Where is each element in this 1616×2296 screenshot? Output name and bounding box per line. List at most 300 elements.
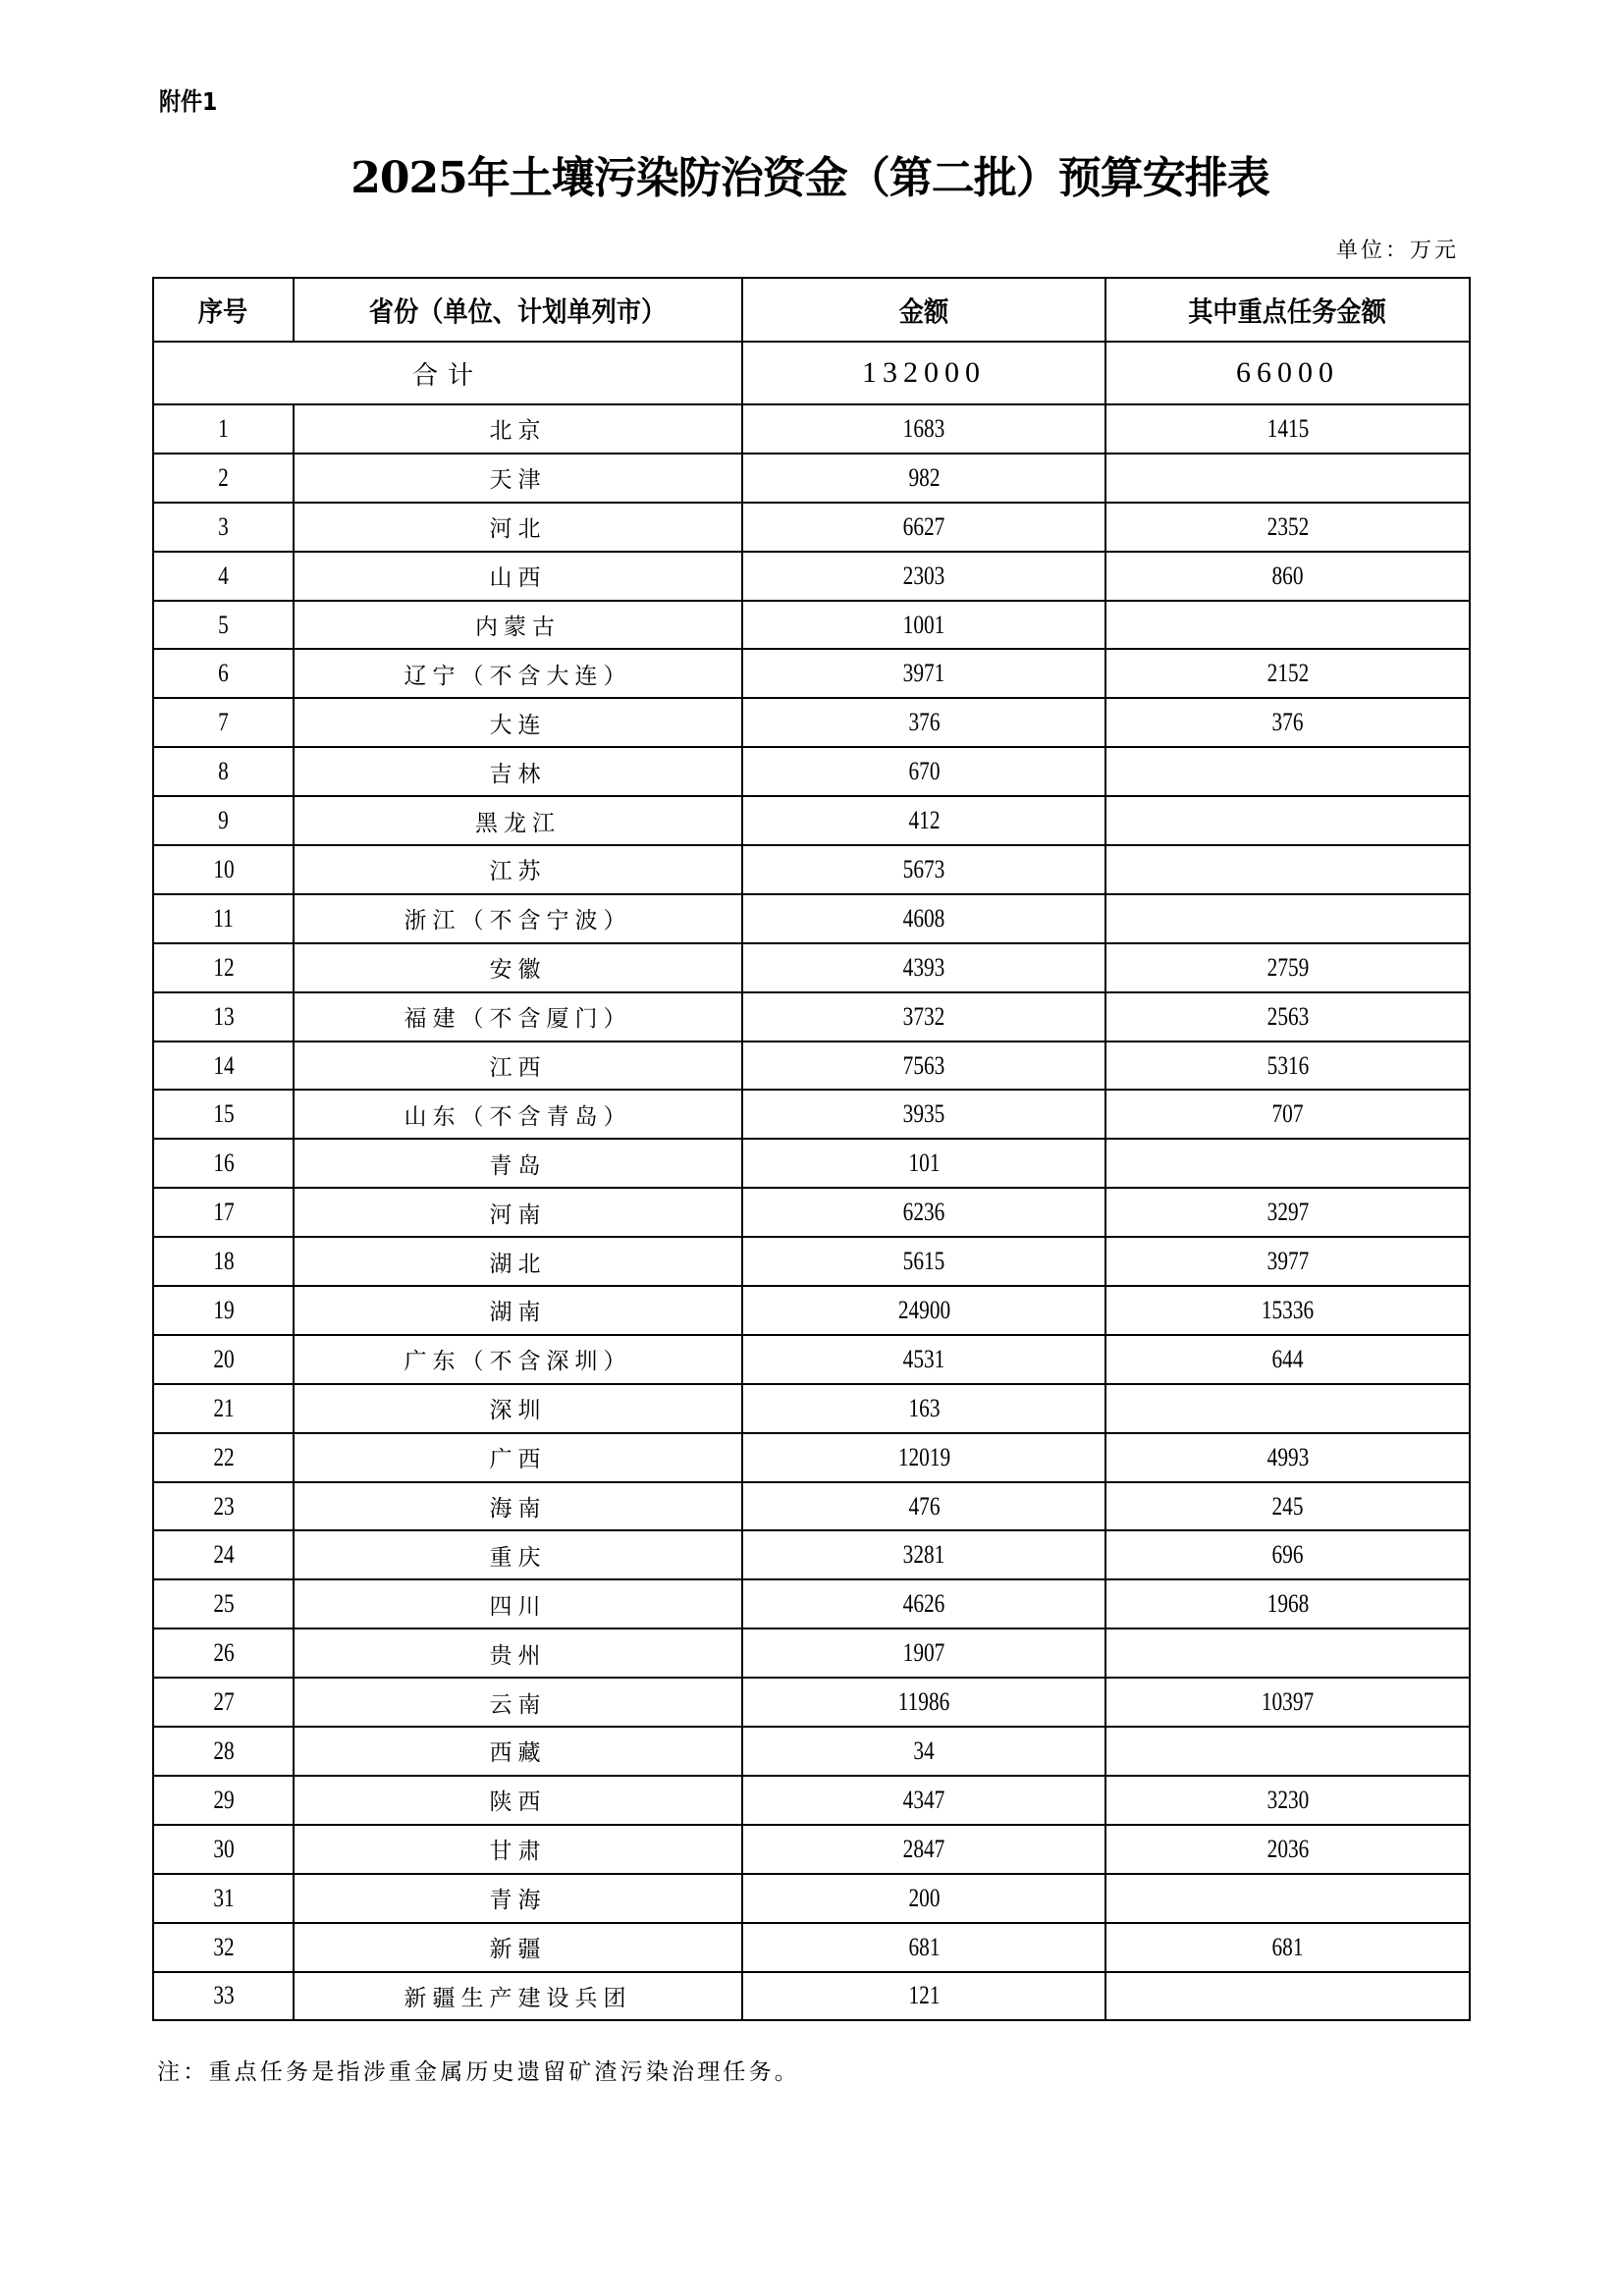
row-index bbox=[153, 992, 294, 1041]
row-province bbox=[294, 404, 742, 454]
row-amount-value: 3732 bbox=[902, 1001, 945, 1031]
table-row bbox=[153, 1923, 1470, 1972]
row-amount-value: 4531 bbox=[902, 1344, 945, 1373]
row-index bbox=[153, 552, 294, 601]
row-province-value: 海南 bbox=[489, 1496, 547, 1522]
row-amount-value: 4626 bbox=[902, 1589, 945, 1619]
row-amount bbox=[742, 601, 1105, 650]
row-index-value: 6 bbox=[218, 659, 229, 688]
row-province bbox=[294, 796, 742, 845]
row-index-value: 23 bbox=[212, 1491, 235, 1521]
row-key-task-amount-value: 4993 bbox=[1266, 1442, 1309, 1471]
row-province bbox=[294, 1629, 742, 1678]
row-index bbox=[153, 1776, 294, 1825]
row-index bbox=[153, 1482, 294, 1531]
row-index bbox=[153, 796, 294, 845]
row-key-task-amount-value: 245 bbox=[1271, 1491, 1304, 1521]
row-index-value: 24 bbox=[212, 1540, 235, 1570]
row-amount bbox=[742, 1433, 1105, 1482]
row-province bbox=[294, 1874, 742, 1923]
row-key-task-amount bbox=[1105, 649, 1470, 698]
row-amount bbox=[742, 454, 1105, 503]
row-province bbox=[294, 1825, 742, 1874]
row-province bbox=[294, 1923, 742, 1972]
row-key-task-amount-value: 1415 bbox=[1266, 413, 1309, 443]
row-amount bbox=[742, 796, 1105, 845]
row-key-task-amount bbox=[1105, 894, 1470, 943]
row-province-value: 山西 bbox=[489, 565, 547, 592]
row-key-task-amount-value: 2036 bbox=[1266, 1834, 1309, 1863]
row-index-value: 31 bbox=[212, 1883, 235, 1912]
row-province bbox=[294, 454, 742, 503]
row-province bbox=[294, 1972, 742, 2021]
row-index-value: 18 bbox=[212, 1247, 235, 1276]
row-amount-value: 2303 bbox=[902, 561, 945, 590]
row-index bbox=[153, 1629, 294, 1678]
row-amount-value: 3971 bbox=[902, 659, 945, 688]
row-index bbox=[153, 404, 294, 454]
row-index bbox=[153, 1825, 294, 1874]
table-row bbox=[153, 454, 1470, 503]
row-key-task-amount-value: 707 bbox=[1271, 1099, 1304, 1129]
row-key-task-amount-value: 681 bbox=[1271, 1932, 1304, 1961]
table-row bbox=[153, 1776, 1470, 1825]
row-amount bbox=[742, 1727, 1105, 1776]
row-index bbox=[153, 1041, 294, 1091]
row-amount bbox=[742, 1874, 1105, 1923]
row-index-value: 1 bbox=[218, 413, 229, 443]
row-amount bbox=[742, 1237, 1105, 1286]
row-amount bbox=[742, 1530, 1105, 1579]
row-key-task-amount-value: 2563 bbox=[1266, 1001, 1309, 1031]
row-province bbox=[294, 845, 742, 894]
row-index-value: 33 bbox=[212, 1981, 235, 2010]
total-key-task-amount: 66000 bbox=[1105, 342, 1470, 404]
row-province bbox=[294, 1579, 742, 1629]
row-amount bbox=[742, 649, 1105, 698]
table-row bbox=[153, 845, 1470, 894]
row-amount-value: 3281 bbox=[902, 1540, 945, 1570]
row-amount-value: 476 bbox=[908, 1491, 940, 1521]
row-amount bbox=[742, 1923, 1105, 1972]
row-province-value: 新疆 bbox=[489, 1937, 547, 1963]
row-key-task-amount bbox=[1105, 1825, 1470, 1874]
row-index-value: 22 bbox=[212, 1442, 235, 1471]
row-province bbox=[294, 1482, 742, 1531]
row-province bbox=[294, 992, 742, 1041]
row-key-task-amount-value: 2152 bbox=[1266, 659, 1309, 688]
row-index-value: 8 bbox=[218, 757, 229, 786]
row-province-value: 湖北 bbox=[489, 1251, 547, 1277]
row-key-task-amount bbox=[1105, 796, 1470, 845]
row-index-value: 16 bbox=[212, 1148, 235, 1178]
header-province-label: 省份（单位、计划单列市） bbox=[369, 294, 667, 328]
row-key-task-amount bbox=[1105, 454, 1470, 503]
row-index bbox=[153, 1579, 294, 1629]
row-province bbox=[294, 1041, 742, 1091]
row-amount-value: 1683 bbox=[902, 413, 945, 443]
row-amount-value: 412 bbox=[908, 806, 940, 835]
row-province-value: 青岛 bbox=[489, 1152, 547, 1179]
row-key-task-amount bbox=[1105, 503, 1470, 552]
row-amount-value: 5615 bbox=[902, 1247, 945, 1276]
row-amount-value: 2847 bbox=[902, 1834, 945, 1863]
row-province bbox=[294, 1139, 742, 1188]
row-province bbox=[294, 1286, 742, 1335]
row-amount-value: 12019 bbox=[897, 1442, 950, 1471]
row-index bbox=[153, 1384, 294, 1433]
row-key-task-amount bbox=[1105, 404, 1470, 454]
table-row bbox=[153, 1041, 1470, 1091]
row-province bbox=[294, 1678, 742, 1727]
total-row bbox=[153, 342, 1470, 404]
row-amount bbox=[742, 698, 1105, 747]
row-amount-value: 681 bbox=[908, 1932, 940, 1961]
row-amount bbox=[742, 404, 1105, 454]
row-index bbox=[153, 1727, 294, 1776]
row-index-value: 11 bbox=[213, 903, 234, 933]
row-key-task-amount bbox=[1105, 1629, 1470, 1678]
row-amount bbox=[742, 503, 1105, 552]
row-amount-value: 4608 bbox=[902, 903, 945, 933]
row-index-value: 15 bbox=[212, 1099, 235, 1129]
row-key-task-amount-value: 644 bbox=[1271, 1344, 1304, 1373]
row-province bbox=[294, 747, 742, 796]
row-index-value: 7 bbox=[218, 708, 229, 737]
row-index bbox=[153, 1433, 294, 1482]
row-amount bbox=[742, 1579, 1105, 1629]
table-row bbox=[153, 1335, 1470, 1384]
table-row bbox=[153, 552, 1470, 601]
row-amount-value: 4347 bbox=[902, 1785, 945, 1814]
attachment-label: 附件1 bbox=[159, 87, 218, 116]
row-key-task-amount-value: 376 bbox=[1271, 708, 1304, 737]
row-amount-value: 5673 bbox=[902, 854, 945, 883]
row-amount-value: 163 bbox=[908, 1393, 940, 1422]
row-province bbox=[294, 1776, 742, 1825]
row-province-value: 天津 bbox=[489, 467, 547, 494]
row-amount bbox=[742, 1384, 1105, 1433]
row-province-value: 河南 bbox=[489, 1201, 547, 1228]
budget-table bbox=[152, 277, 1471, 2021]
row-amount bbox=[742, 1629, 1105, 1678]
row-amount bbox=[742, 1678, 1105, 1727]
row-province bbox=[294, 943, 742, 992]
row-key-task-amount bbox=[1105, 1923, 1470, 1972]
table-row bbox=[153, 649, 1470, 698]
table-row bbox=[153, 1874, 1470, 1923]
row-province-value: 四川 bbox=[489, 1593, 547, 1620]
row-amount-value: 982 bbox=[908, 462, 940, 492]
row-province-value: 大连 bbox=[489, 712, 547, 738]
row-province bbox=[294, 894, 742, 943]
table-row bbox=[153, 796, 1470, 845]
row-province-value: 黑龙江 bbox=[475, 810, 561, 836]
row-index bbox=[153, 894, 294, 943]
row-amount-value: 6236 bbox=[902, 1198, 945, 1227]
row-province bbox=[294, 1188, 742, 1237]
table-row bbox=[153, 1139, 1470, 1188]
row-amount-value: 670 bbox=[908, 757, 940, 786]
header-amount-label: 金额 bbox=[898, 294, 949, 328]
row-key-task-amount bbox=[1105, 1433, 1470, 1482]
row-amount bbox=[742, 992, 1105, 1041]
table-row bbox=[153, 601, 1470, 650]
table-row bbox=[153, 894, 1470, 943]
row-province-value: 浙江（不含宁波） bbox=[404, 908, 632, 934]
row-province-value: 新疆生产建设兵团 bbox=[404, 1985, 632, 2011]
row-key-task-amount-value: 860 bbox=[1271, 561, 1304, 590]
row-amount bbox=[742, 943, 1105, 992]
row-province bbox=[294, 1237, 742, 1286]
row-key-task-amount-value: 3977 bbox=[1266, 1247, 1309, 1276]
row-index-value: 4 bbox=[218, 561, 229, 590]
row-index bbox=[153, 454, 294, 503]
row-province-value: 辽宁（不含大连） bbox=[404, 663, 632, 689]
row-index bbox=[153, 943, 294, 992]
row-index-value: 5 bbox=[218, 610, 229, 639]
row-index-value: 3 bbox=[218, 511, 229, 541]
table-row bbox=[153, 992, 1470, 1041]
row-index-value: 13 bbox=[212, 1001, 235, 1031]
row-key-task-amount bbox=[1105, 1237, 1470, 1286]
row-index-value: 32 bbox=[212, 1932, 235, 1961]
total-amount: 132000 bbox=[742, 342, 1105, 404]
row-amount-value: 11986 bbox=[897, 1687, 950, 1717]
row-amount bbox=[742, 1041, 1105, 1091]
row-key-task-amount bbox=[1105, 992, 1470, 1041]
table-row bbox=[153, 698, 1470, 747]
row-province-value: 山东（不含青岛） bbox=[404, 1103, 632, 1130]
row-amount-value: 6627 bbox=[902, 511, 945, 541]
row-index-value: 20 bbox=[212, 1344, 235, 1373]
table-row bbox=[153, 1188, 1470, 1237]
row-index-value: 28 bbox=[212, 1735, 235, 1765]
table-row bbox=[153, 1972, 1470, 2021]
row-key-task-amount-value: 15336 bbox=[1261, 1295, 1315, 1324]
row-index bbox=[153, 601, 294, 650]
row-province-value: 广西 bbox=[489, 1447, 547, 1473]
row-amount-value: 121 bbox=[908, 1981, 940, 2010]
row-province bbox=[294, 503, 742, 552]
row-key-task-amount bbox=[1105, 943, 1470, 992]
row-index bbox=[153, 503, 294, 552]
footnote: 注：重点任务是指涉重金属历史遗留矿渣污染治理任务。 bbox=[157, 2059, 800, 2085]
row-index bbox=[153, 1972, 294, 2021]
row-province bbox=[294, 698, 742, 747]
row-province-value: 深圳 bbox=[489, 1398, 547, 1424]
table-row bbox=[153, 1286, 1470, 1335]
header-key-task-amount bbox=[1105, 278, 1470, 342]
row-key-task-amount bbox=[1105, 1727, 1470, 1776]
row-index bbox=[153, 1923, 294, 1972]
row-amount bbox=[742, 1482, 1105, 1531]
row-amount bbox=[742, 552, 1105, 601]
row-amount-value: 101 bbox=[908, 1148, 940, 1178]
row-index-value: 27 bbox=[212, 1687, 235, 1717]
row-key-task-amount bbox=[1105, 698, 1470, 747]
row-amount-value: 1907 bbox=[902, 1638, 945, 1668]
row-amount bbox=[742, 1188, 1105, 1237]
row-amount bbox=[742, 1335, 1105, 1384]
row-index bbox=[153, 1335, 294, 1384]
row-province-value: 安徽 bbox=[489, 957, 547, 984]
row-key-task-amount bbox=[1105, 1188, 1470, 1237]
table-row bbox=[153, 1727, 1470, 1776]
row-key-task-amount bbox=[1105, 1286, 1470, 1335]
row-index-value: 21 bbox=[212, 1393, 235, 1422]
row-index-value: 19 bbox=[212, 1295, 235, 1324]
row-province-value: 湖南 bbox=[489, 1300, 547, 1326]
row-index bbox=[153, 1188, 294, 1237]
row-amount-value: 34 bbox=[913, 1735, 935, 1765]
table-row bbox=[153, 404, 1470, 454]
row-index-value: 10 bbox=[212, 854, 235, 883]
row-key-task-amount bbox=[1105, 1139, 1470, 1188]
row-amount bbox=[742, 894, 1105, 943]
total-label: 合计 bbox=[153, 342, 742, 404]
table-row bbox=[153, 1579, 1470, 1629]
row-province-value: 吉林 bbox=[489, 761, 547, 787]
row-amount-value: 24900 bbox=[897, 1295, 950, 1324]
table-row bbox=[153, 1482, 1470, 1531]
row-province-value: 江苏 bbox=[489, 859, 547, 885]
table-row bbox=[153, 503, 1470, 552]
row-index bbox=[153, 1286, 294, 1335]
row-index-value: 26 bbox=[212, 1638, 235, 1668]
row-index bbox=[153, 1678, 294, 1727]
row-amount-value: 200 bbox=[908, 1883, 940, 1912]
row-index bbox=[153, 845, 294, 894]
row-amount bbox=[742, 747, 1105, 796]
row-province-value: 贵州 bbox=[489, 1642, 547, 1669]
row-amount-value: 376 bbox=[908, 708, 940, 737]
row-index bbox=[153, 649, 294, 698]
row-province bbox=[294, 1384, 742, 1433]
row-province bbox=[294, 1090, 742, 1139]
row-province-value: 西藏 bbox=[489, 1740, 547, 1767]
row-index bbox=[153, 1139, 294, 1188]
header-province bbox=[294, 278, 742, 342]
row-province bbox=[294, 1433, 742, 1482]
row-index bbox=[153, 747, 294, 796]
row-amount-value: 4393 bbox=[902, 952, 945, 982]
row-key-task-amount bbox=[1105, 747, 1470, 796]
row-province bbox=[294, 601, 742, 650]
row-key-task-amount-value: 1968 bbox=[1266, 1589, 1309, 1619]
row-province-value: 陕西 bbox=[489, 1789, 547, 1816]
header-key-task-amount-label: 其中重点任务金额 bbox=[1188, 294, 1387, 328]
row-province-value: 北京 bbox=[489, 418, 547, 445]
row-index-value: 17 bbox=[212, 1198, 235, 1227]
row-key-task-amount bbox=[1105, 1874, 1470, 1923]
row-index-value: 29 bbox=[212, 1785, 235, 1814]
row-key-task-amount-value: 696 bbox=[1271, 1540, 1304, 1570]
table-row bbox=[153, 747, 1470, 796]
row-index bbox=[153, 1530, 294, 1579]
row-amount bbox=[742, 1090, 1105, 1139]
table-row bbox=[153, 1384, 1470, 1433]
row-key-task-amount-value: 10397 bbox=[1261, 1687, 1315, 1717]
row-index-value: 9 bbox=[218, 806, 229, 835]
row-key-task-amount-value: 5316 bbox=[1266, 1050, 1309, 1080]
row-index bbox=[153, 1874, 294, 1923]
row-province bbox=[294, 649, 742, 698]
table-row bbox=[153, 1629, 1470, 1678]
table-row bbox=[153, 1530, 1470, 1579]
row-key-task-amount bbox=[1105, 1335, 1470, 1384]
row-province-value: 甘肃 bbox=[489, 1839, 547, 1865]
row-province bbox=[294, 552, 742, 601]
row-amount bbox=[742, 1825, 1105, 1874]
row-index bbox=[153, 1090, 294, 1139]
row-key-task-amount bbox=[1105, 1678, 1470, 1727]
row-key-task-amount-value: 3297 bbox=[1266, 1198, 1309, 1227]
row-index bbox=[153, 1237, 294, 1286]
row-index-value: 12 bbox=[212, 952, 235, 982]
table-row bbox=[153, 1090, 1470, 1139]
table-row bbox=[153, 1237, 1470, 1286]
row-key-task-amount-value: 2759 bbox=[1266, 952, 1309, 982]
row-amount bbox=[742, 1972, 1105, 2021]
row-key-task-amount bbox=[1105, 601, 1470, 650]
row-province bbox=[294, 1335, 742, 1384]
row-province-value: 福建（不含厦门） bbox=[404, 1006, 632, 1033]
row-amount-value: 1001 bbox=[902, 610, 945, 639]
row-amount-value: 7563 bbox=[902, 1050, 945, 1080]
row-province-value: 重庆 bbox=[489, 1544, 547, 1571]
row-index-value: 2 bbox=[218, 462, 229, 492]
row-province-value: 青海 bbox=[489, 1888, 547, 1914]
header-index bbox=[153, 278, 294, 342]
row-amount bbox=[742, 1776, 1105, 1825]
row-key-task-amount bbox=[1105, 1090, 1470, 1139]
row-index-value: 14 bbox=[212, 1050, 235, 1080]
header-index-label: 序号 bbox=[198, 294, 248, 328]
row-index-value: 30 bbox=[212, 1834, 235, 1863]
row-province bbox=[294, 1727, 742, 1776]
row-index-value: 25 bbox=[212, 1589, 235, 1619]
row-key-task-amount-value: 3230 bbox=[1266, 1785, 1309, 1814]
row-province bbox=[294, 1530, 742, 1579]
row-key-task-amount bbox=[1105, 552, 1470, 601]
row-province-value: 广东（不含深圳） bbox=[404, 1349, 632, 1375]
row-key-task-amount bbox=[1105, 1530, 1470, 1579]
row-province-value: 江西 bbox=[489, 1055, 547, 1082]
unit-label: 单位：万元 bbox=[1335, 239, 1459, 263]
document-title: 2025年土壤污染防治资金（第二批）预算安排表 bbox=[350, 153, 1269, 203]
row-amount bbox=[742, 845, 1105, 894]
table-row bbox=[153, 1825, 1470, 1874]
header-amount bbox=[742, 278, 1105, 342]
row-province-value: 内蒙古 bbox=[475, 614, 561, 640]
row-amount bbox=[742, 1286, 1105, 1335]
row-index bbox=[153, 698, 294, 747]
row-province-value: 云南 bbox=[489, 1691, 547, 1718]
row-province-value: 河北 bbox=[489, 516, 547, 543]
table-row bbox=[153, 943, 1470, 992]
row-key-task-amount bbox=[1105, 1041, 1470, 1091]
table-row bbox=[153, 1433, 1470, 1482]
row-key-task-amount bbox=[1105, 1972, 1470, 2021]
table-row bbox=[153, 1678, 1470, 1727]
row-key-task-amount bbox=[1105, 1579, 1470, 1629]
row-amount bbox=[742, 1139, 1105, 1188]
row-key-task-amount bbox=[1105, 845, 1470, 894]
table-header-row bbox=[153, 278, 1470, 342]
row-key-task-amount bbox=[1105, 1482, 1470, 1531]
row-key-task-amount bbox=[1105, 1384, 1470, 1433]
